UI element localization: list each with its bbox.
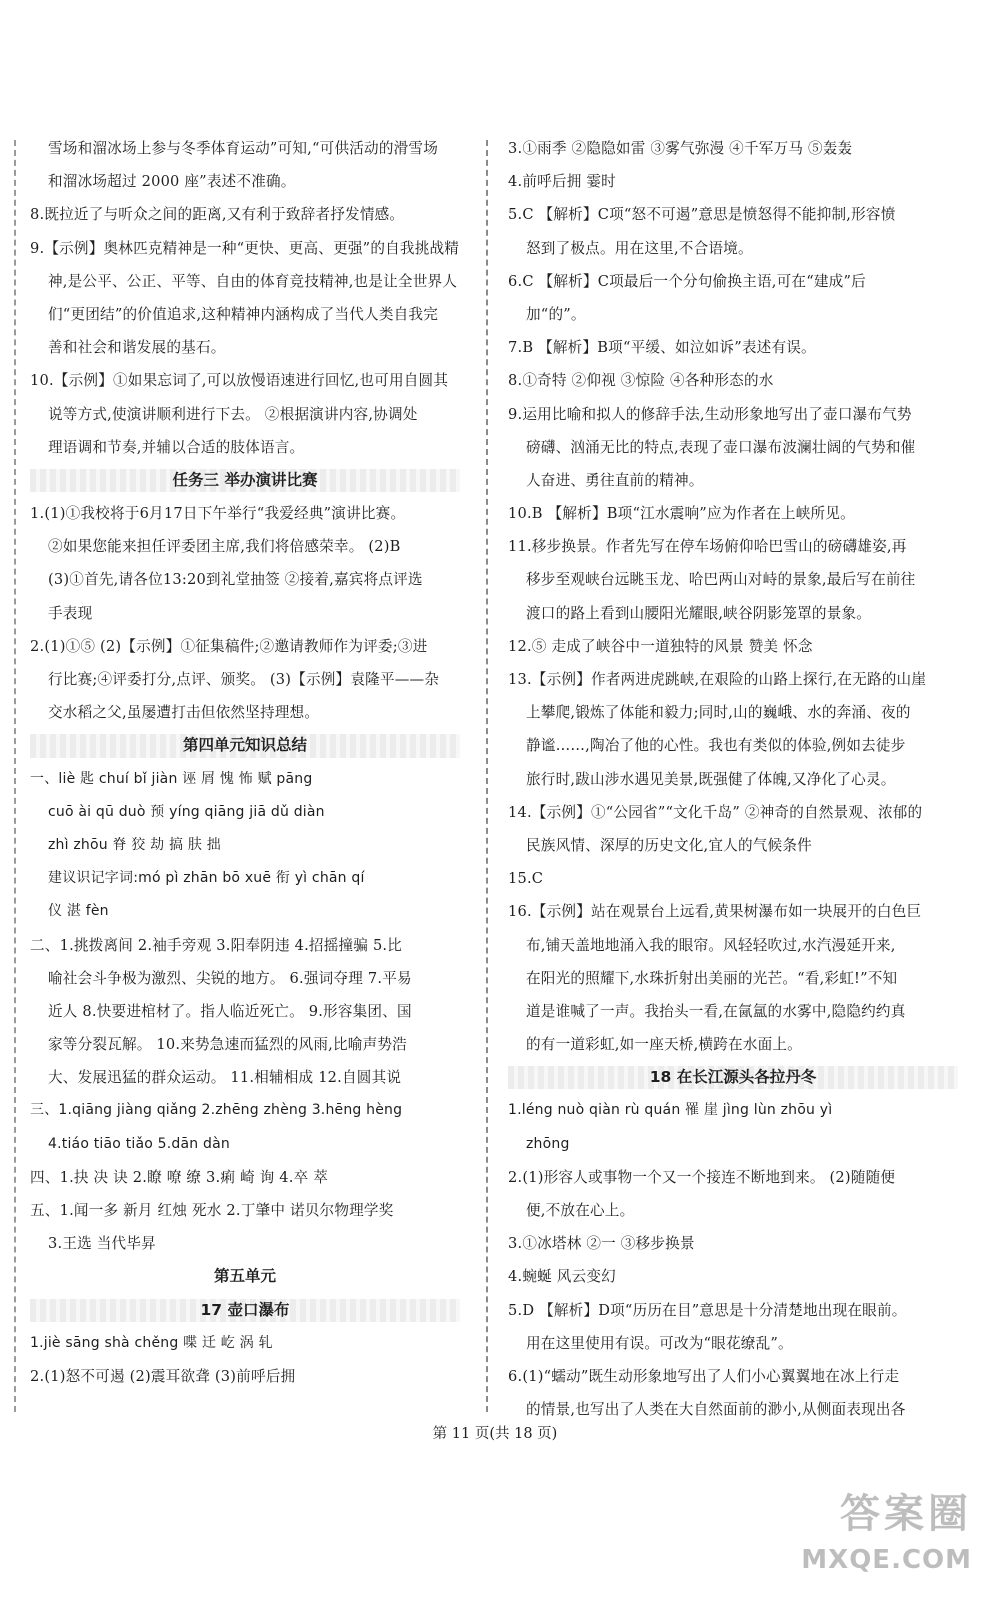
answer-line: 理语调和节奏,并辅以合适的肢体语言。 (48, 438, 305, 456)
answer-line: 四、1.抉 决 诀 2.瞭 嘹 缭 3.痢 崎 询 4.卒 萃 (30, 1168, 329, 1186)
answer-line: 用在这里使用有误。可改为“眼花缭乱”。 (526, 1334, 793, 1352)
margin-rule (14, 140, 16, 1412)
answer-line: 2.(1)形容人或事物一个又一个接连不断地到来。 (2)随随便 (508, 1168, 896, 1186)
answer-line: 加“的”。 (526, 305, 586, 323)
answer-line: 建议识记字词:mó pì zhān bō xuē 衔 yì chān qí (48, 870, 365, 887)
answer-line: 旅行时,跋山涉水遇见美景,既强健了体魄,又净化了心灵。 (526, 770, 896, 788)
answer-line: 1.(1)①我校将于6月17日下午举行“我爱经典”演讲比赛。 (30, 505, 406, 523)
answer-line: 4.蜿蜒 风云变幻 (508, 1268, 616, 1286)
answer-line: 三、1.qiāng jiàng qiǎng 2.zhēng zhèng 3.hēng hèng (30, 1102, 403, 1119)
section-heading: 第四单元知识总结 (30, 729, 460, 762)
answer-line: 移步至观峡台远眺玉龙、哈巴两山对峙的景象,最后写在前往 (526, 571, 916, 589)
column-divider (486, 140, 488, 1412)
answer-line: 3.①冰塔林 ②一 ③移步换景 (508, 1235, 695, 1253)
answer-line: 4.前呼后拥 霎时 (508, 173, 616, 191)
answer-line: 民族风情、深厚的历史文化,宜人的气候条件 (526, 836, 812, 854)
section-heading: 18 在长江源头各拉丹冬 (508, 1061, 958, 1094)
answer-line: 6.(1)“蠕动”既生动形象地写出了人们小心翼翼地在冰上行走 (508, 1367, 900, 1385)
answer-line: 的情景,也写出了人类在大自然面前的渺小,从侧面表现出各 (526, 1401, 906, 1419)
answer-line: 和溜冰场超过 2000 座”表述不准确。 (48, 173, 296, 191)
answer-line: cuō ài qū duò 预 yíng qiāng jiā dǔ diàn (48, 803, 325, 820)
answer-line: 交水稻之父,虽屡遭打击但依然坚持理想。 (48, 704, 320, 722)
watermark-url: MXQE.COM (801, 1545, 972, 1575)
answer-line: 14.【示例】①“公园省”“文化千岛” ②神奇的自然景观、浓郁的 (508, 803, 923, 821)
answer-line: 雪场和溜冰场上参与冬季体育运动”可知,“可供活动的滑雪场 (48, 140, 439, 157)
section-heading: 第五单元 (213, 1267, 276, 1286)
watermark-logo (752, 1486, 972, 1592)
answer-line: ②如果您能来担任评委团主席,我们将倍感荣幸。 (2)B (48, 538, 401, 556)
answer-line: 五、1.闻一多 新月 红烛 死水 2.丁肇中 诺贝尔物理学奖 (30, 1202, 394, 1219)
answer-line: 人奋进、勇往直前的精神。 (526, 471, 704, 489)
answer-line: 喻社会斗争极为激烈、尖锐的地方。 6.强词夺理 7.平易 (48, 969, 412, 987)
answer-line: 渡口的路上看到山腰阳光耀眼,峡谷阴影笼罩的景象。 (526, 604, 872, 622)
watermark-text: 答案圈 (840, 1491, 972, 1537)
answer-line: 善和社会和谐发展的基石。 (48, 339, 226, 357)
answer-line: 6.C 【解析】C项最后一个分句偷换主语,可在“建成”后 (508, 272, 866, 290)
answer-line: 磅礴、汹涌无比的特点,表现了壶口瀑布波澜壮阔的气势和催 (526, 438, 916, 456)
answer-line: 们“更团结”的价值追求,这种精神内涵构成了当代人类自我完 (48, 305, 439, 323)
answer-line: 近人 8.快要进棺材了。指人临近死亡。 9.形容集团、国 (48, 1002, 412, 1020)
answer-line: 家等分裂瓦解。 10.来势急速而猛烈的风雨,比喻声势浩 (48, 1036, 407, 1054)
answer-line: 上攀爬,锻炼了体能和毅力;同时,山的巍峨、水的奔涌、夜的 (526, 704, 911, 722)
answer-line: zhōng (526, 1135, 570, 1152)
answer-line: 9.运用比喻和拟人的修辞手法,生动形象地写出了壶口瀑布气势 (508, 405, 912, 423)
answer-line: 16.【示例】站在观景台上远看,黄果树瀑布如一块展开的白色巨 (508, 903, 922, 921)
answer-line: 5.C 【解析】C项“怒不可遏”意思是愤怒得不能抑制,形容愤 (508, 206, 896, 224)
answer-line: 9.【示例】奥林匹克精神是一种“更快、更高、更强”的自我挑战精 (30, 239, 460, 257)
answer-line: 2.(1)怒不可遏 (2)震耳欲聋 (3)前呼后拥 (30, 1367, 296, 1385)
answer-line: 道是谁喊了一声。我抬头一看,在氤氲的水雾中,隐隐约约真 (526, 1002, 906, 1020)
answer-line: 4.tiáo tiāo tiǎo 5.dān dàn (48, 1135, 230, 1152)
answer-line: 一、liè 匙 chuí bǐ jiàn 诬 屑 愧 怖 赋 pāng (30, 770, 313, 787)
answer-line: 3.①雨季 ②隐隐如雷 ③雾气弥漫 ④千军万马 ⑤轰轰 (508, 140, 853, 157)
answer-line: 怒到了极点。用在这里,不合语境。 (526, 239, 753, 257)
section-heading: 任务三 举办演讲比赛 (30, 464, 460, 497)
answer-line: 二、1.挑拨离间 2.袖手旁观 3.阳奉阴违 4.招摇撞骗 5.比 (30, 936, 403, 954)
section-heading: 17 壶口瀑布 (30, 1294, 460, 1327)
page-footer: 第 11 页(共 18 页) (432, 1426, 558, 1442)
answer-line: 说等方式,使演讲顺利进行下去。 ②根据演讲内容,协调处 (48, 405, 418, 423)
answer-line: 在阳光的照耀下,水珠折射出美丽的光芒。“看,彩虹!”不知 (526, 969, 898, 987)
answer-line: 5.D 【解析】D项“历历在目”意思是十分清楚地出现在眼前。 (508, 1301, 907, 1319)
answer-line: 大、发展迅猛的群众运动。 11.相辅相成 12.自圆其说 (48, 1069, 402, 1087)
answer-line: 7.B 【解析】B项“平缓、如泣如诉”表述有误。 (508, 339, 816, 357)
answer-line: 8.①奇特 ②仰视 ③惊险 ④各种形态的水 (508, 372, 774, 390)
left-column (30, 132, 460, 1393)
answer-line: 的有一道彩虹,如一座天桥,横跨在水面上。 (526, 1036, 802, 1054)
answer-line: 2.(1)①⑤ (2)【示例】①征集稿件;②邀请教师作为评委;③进 (30, 637, 428, 655)
answer-line: 静谧……,陶冶了他的心性。我也有类似的体验,例如去徒步 (526, 737, 906, 755)
answer-line: 10.B 【解析】B项“江水震响”应为作者在上峡所见。 (508, 505, 855, 523)
answer-line: 13.【示例】作者两进虎跳峡,在艰险的山路上探行,在无路的山崖 (508, 671, 927, 688)
answer-line: 10.【示例】①如果忘词了,可以放慢语速进行回忆,也可用自圆其 (30, 372, 449, 390)
answer-line: 1.léng nuò qiàn rù quán 罹 崖 jìng lùn zhōu yì (508, 1102, 833, 1119)
answer-line: 15.C (508, 870, 544, 888)
answer-line: 11.移步换景。作者先写在停车场俯仰哈巴雪山的磅礴雄姿,再 (508, 538, 907, 556)
answer-line: 12.⑤ 走成了峡谷中一道独特的风景 赞美 怀念 (508, 637, 813, 655)
right-column (508, 132, 958, 1426)
answer-line: 8.既拉近了与听众之间的距离,又有利于致辞者抒发情感。 (30, 206, 405, 224)
answer-line: 神,是公平、公正、平等、自由的体育竞技精神,也是让全世界人 (48, 272, 458, 290)
answer-line: 行比赛;④评委打分,点评、颁奖。 (3)【示例】袁隆平——杂 (48, 671, 440, 688)
answer-line: 仪 湛 fèn (48, 903, 109, 920)
answer-line: 布,铺天盖地地涌入我的眼帘。风轻轻吹过,水汽漫延开来, (526, 936, 896, 954)
answer-line: (3)①首先,请各位13:20到礼堂抽签 ②接着,嘉宾将点评选 (48, 571, 423, 589)
answer-line: zhì zhōu 脊 狡 劫 搞 肤 拙 (48, 836, 221, 853)
answer-line: 手表现 (48, 604, 93, 622)
answer-line: 1.jiè sāng shà chěng 喋 迁 屹 涡 轧 (30, 1334, 273, 1351)
answer-line: 3.王选 当代毕昇 (48, 1235, 156, 1253)
answer-line: 便,不放在心上。 (526, 1202, 635, 1219)
